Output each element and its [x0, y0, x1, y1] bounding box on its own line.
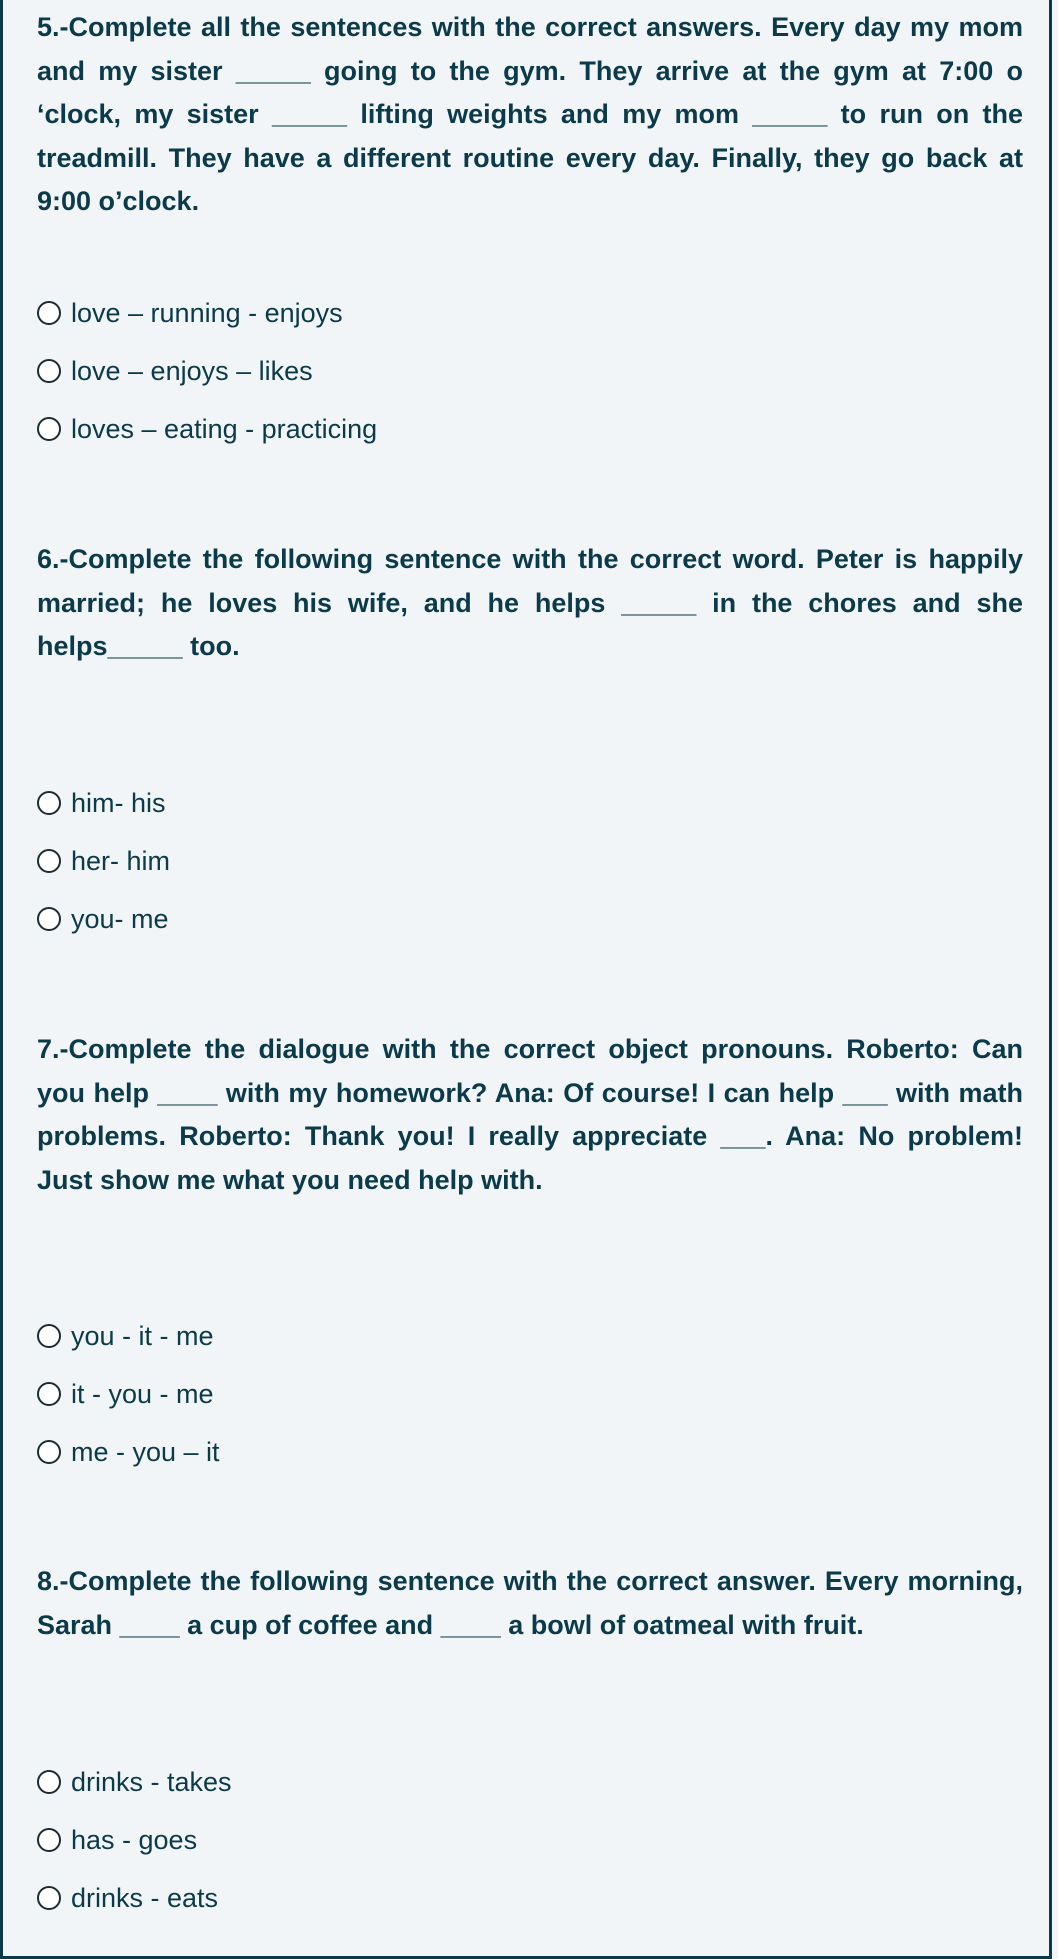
option-label: drinks - eats — [71, 1882, 219, 1913]
option-label: drinks - takes — [71, 1766, 232, 1797]
question-6-options — [37, 774, 937, 948]
option-label: you - it - me — [71, 1320, 214, 1351]
question-5-text: 5.-Complete all the sentences with the correct answers. Every day my mom and my sister _____ going to the gym. They arrive at the gym at 7:00 o ‘clock, my sister _____ lifting weights and my mom _____ to run on the treadmill. They have a different routine every day. Finally, they go back at 9:00 o’clock. — [37, 12, 1023, 216]
option-label: love – enjoys – likes — [71, 355, 313, 386]
radio-button-icon[interactable] — [37, 301, 61, 325]
option-q7-a[interactable] — [37, 1307, 937, 1365]
option-q8-c[interactable] — [37, 1869, 937, 1927]
option-label: has - goes — [71, 1824, 198, 1855]
question-7-options — [37, 1307, 937, 1481]
option-q8-a[interactable] — [37, 1753, 937, 1811]
option-label: him- his — [71, 787, 166, 818]
option-q7-b[interactable] — [37, 1365, 937, 1423]
question-7-text: 7.-Complete the dialogue with the correct object pronouns. Roberto: Can you help ____ with my homework? Ana: Of course! I can help ___ with math problems. Roberto: Thank you! I really appreciate ___. Ana: No problem! Just show me what you need help with. — [37, 1034, 1023, 1195]
option-q8-b[interactable] — [37, 1811, 937, 1869]
radio-button-icon[interactable] — [37, 849, 61, 873]
radio-button-icon[interactable] — [37, 1324, 61, 1348]
option-q6-a[interactable] — [37, 774, 937, 832]
option-label: her- him — [71, 845, 171, 876]
question-5-options — [37, 284, 937, 458]
option-q5-c[interactable] — [37, 400, 937, 458]
radio-button-icon[interactable] — [37, 1440, 61, 1464]
question-6-text: 6.-Complete the following sentence with the correct word. Peter is happily married; he loves his wife, and he helps _____ in the chores and she helps_____ too. — [37, 544, 1023, 661]
option-q7-c[interactable] — [37, 1423, 937, 1481]
option-label: loves – eating - practicing — [71, 413, 378, 444]
radio-button-icon[interactable] — [37, 1382, 61, 1406]
option-q6-b[interactable] — [37, 832, 937, 890]
option-q5-b[interactable] — [37, 342, 937, 400]
option-label: it - you - me — [71, 1378, 214, 1409]
radio-button-icon[interactable] — [37, 1886, 61, 1910]
radio-button-icon[interactable] — [37, 1828, 61, 1852]
option-label: love – running - enjoys — [71, 297, 343, 328]
option-q5-a[interactable] — [37, 284, 937, 342]
option-label: me - you – it — [71, 1436, 220, 1467]
radio-button-icon[interactable] — [37, 417, 61, 441]
question-8-options — [37, 1753, 937, 1927]
radio-button-icon[interactable] — [37, 1770, 61, 1794]
question-8-text: 8.-Complete the following sentence with the correct answer. Every morning, Sarah ____ a cup of coffee and ____ a bowl of oatmeal with fruit. — [37, 1566, 1023, 1640]
radio-button-icon[interactable] — [37, 791, 61, 815]
radio-button-icon[interactable] — [37, 907, 61, 931]
option-label: you- me — [71, 903, 169, 934]
radio-button-icon[interactable] — [37, 359, 61, 383]
option-q6-c[interactable] — [37, 890, 937, 948]
